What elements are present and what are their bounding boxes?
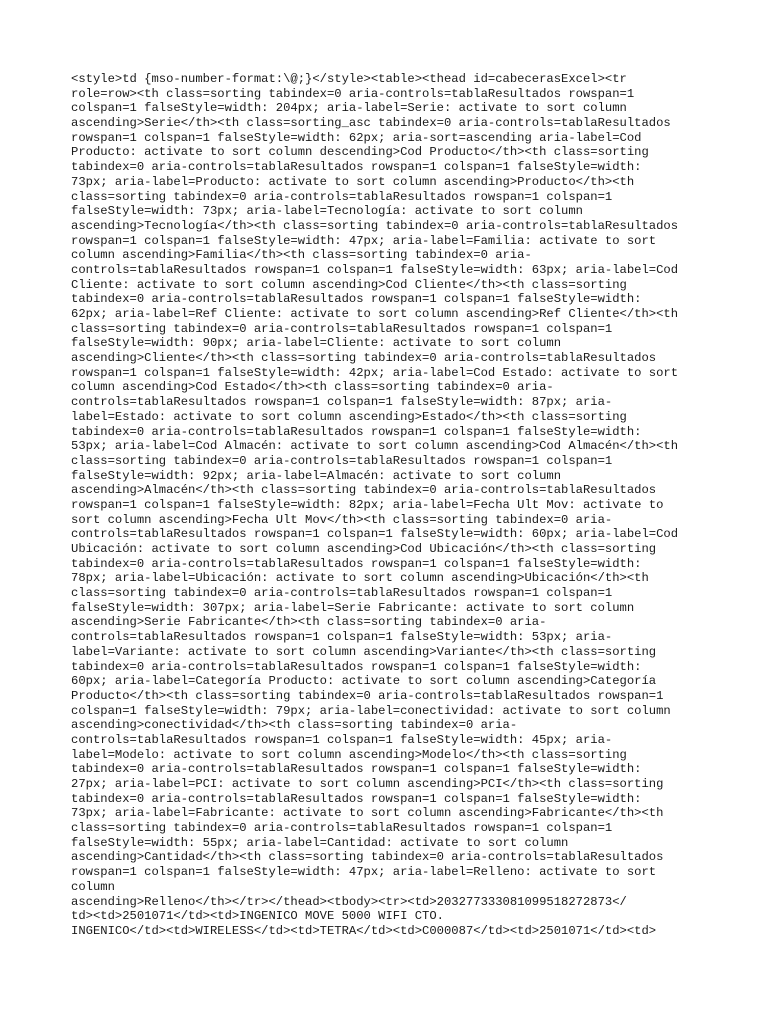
text-line: class=sorting tabindex=0 aria-controls=tablaResultados rowspan=1 colspan=1 (71, 453, 613, 468)
text-line: ascending>Cliente</th><th class=sorting tabindex=0 aria-controls=tablaResultados (71, 351, 657, 366)
text-line: colspan=1 falseStyle=width: 204px; aria-label=Serie: activate to sort column (71, 101, 627, 116)
html-source-text (71, 72, 711, 939)
text-line: class=sorting tabindex=0 aria-controls=tablaResultados rowspan=1 colspan=1 (71, 821, 613, 836)
text-line: ascending>Tecnología</th><th class=sorting tabindex=0 aria-controls=tablaResultados (71, 218, 679, 233)
text-line: controls=tablaResultados rowspan=1 colspan=1 falseStyle=width: 45px; aria- (71, 732, 613, 747)
text-line: tabindex=0 aria-controls=tablaResultados rowspan=1 colspan=1 falseStyle=width: (71, 424, 642, 439)
text-line: class=sorting tabindex=0 aria-controls=tablaResultados rowspan=1 colspan=1 (71, 189, 613, 204)
text-line: td><td>2501071</td><td>INGENICO MOVE 5000 WIFI CTO. (71, 909, 444, 924)
text-line: falseStyle=width: 92px; aria-label=Almacén: activate to sort column (71, 468, 562, 483)
text-line: <style>td {mso-number-format:\@;}</style><table><thead id=cabecerasExcel><tr (71, 72, 627, 86)
text-line: rowspan=1 colspan=1 falseStyle=width: 62px; aria-sort=ascending aria-label=Cod (71, 130, 642, 145)
text-line: Cliente: activate to sort column ascending>Cod Cliente</th><th class=sorting (71, 277, 627, 292)
text-line: label=Estado: activate to sort column ascending>Estado</th><th class=sorting (71, 409, 627, 424)
text-line: Producto</th><th class=sorting tabindex=0 aria-controls=tablaResultados rowspan=1 (71, 688, 664, 703)
text-line: sort column ascending>Fecha Ult Mov</th><th class=sorting tabindex=0 aria- (71, 512, 613, 527)
text-line: 73px; aria-label=Fabricante: activate to sort column ascending>Fabricante</th><th (71, 806, 664, 821)
text-line: tabindex=0 aria-controls=tablaResultados rowspan=1 colspan=1 falseStyle=width: (71, 556, 642, 571)
text-line: colspan=1 falseStyle=width: 79px; aria-label=conectividad: activate to sort column (71, 703, 671, 718)
text-line: column ascending>Cod Estado</th><th class=sorting tabindex=0 aria- (71, 380, 554, 395)
text-line: ascending>Almacén</th><th class=sorting tabindex=0 aria-controls=tablaResultados (71, 483, 657, 498)
text-line: ascending>Cantidad</th><th class=sorting tabindex=0 aria-controls=tablaResultados (71, 850, 664, 865)
text-line: 53px; aria-label=Cod Almacén: activate to sort column ascending>Cod Almacén</th><th (71, 439, 679, 454)
text-line: controls=tablaResultados rowspan=1 colspan=1 falseStyle=width: 60px; aria-label=Cod (71, 527, 679, 542)
text-line: class=sorting tabindex=0 aria-controls=tablaResultados rowspan=1 colspan=1 (71, 586, 613, 601)
text-line: tabindex=0 aria-controls=tablaResultados rowspan=1 colspan=1 falseStyle=width: (71, 659, 642, 674)
text-line: rowspan=1 colspan=1 falseStyle=width: 47px; aria-label=Familia: activate to sort (71, 233, 657, 248)
text-line: column ascending>Familia</th><th class=sorting tabindex=0 aria- (71, 248, 532, 263)
text-line: falseStyle=width: 55px; aria-label=Cantidad: activate to sort column (71, 835, 569, 850)
text-line: role=row><th class=sorting tabindex=0 aria-controls=tablaResultados rowspan=1 (71, 86, 635, 101)
text-line: Ubicación: activate to sort column ascending>Cod Ubicación</th><th class=sorting (71, 542, 657, 556)
text-line: 27px; aria-label=PCI: activate to sort column ascending>PCI</th><th class=sorting (71, 777, 664, 791)
text-line: ascending>Serie Fabricante</th><th class=sorting tabindex=0 aria- (71, 615, 547, 630)
text-line: tabindex=0 aria-controls=tablaResultados rowspan=1 colspan=1 falseStyle=width: (71, 762, 642, 777)
text-line: tabindex=0 aria-controls=tablaResultados rowspan=1 colspan=1 falseStyle=width: (71, 791, 642, 806)
text-line: falseStyle=width: 90px; aria-label=Cliente: activate to sort column (71, 336, 562, 351)
text-line: INGENICO</td><td>WIRELESS</td><td>TETRA</td><td>C000087</td><td>2501071</td><td> (71, 923, 657, 938)
text-line: label=Variante: activate to sort column ascending>Variante</th><th class=sorting (71, 644, 657, 659)
text-line: 62px; aria-label=Ref Cliente: activate to sort column ascending>Ref Cliente</th><th (71, 307, 679, 321)
text-line: label=Modelo: activate to sort column ascending>Modelo</th><th class=sorting (71, 747, 627, 762)
text-line: tabindex=0 aria-controls=tablaResultados rowspan=1 colspan=1 falseStyle=width: (71, 292, 642, 307)
text-line: falseStyle=width: 307px; aria-label=Serie Fabricante: activate to sort column (71, 600, 635, 615)
text-line: rowspan=1 colspan=1 falseStyle=width: 42px; aria-label=Cod Estado: activate to sort (71, 365, 679, 380)
text-line: ascending>conectividad</th><th class=sorting tabindex=0 aria- (71, 718, 518, 733)
text-line: controls=tablaResultados rowspan=1 colspan=1 falseStyle=width: 63px; aria-label=Cod (71, 262, 679, 277)
text-line: falseStyle=width: 73px; aria-label=Tecnología: activate to sort column (71, 204, 583, 219)
text-line: class=sorting tabindex=0 aria-controls=tablaResultados rowspan=1 colspan=1 (71, 321, 613, 336)
text-line: 78px; aria-label=Ubicación: activate to sort column ascending>Ubicación</th><th (71, 571, 649, 586)
text-line: ascending>Serie</th><th class=sorting_asc tabindex=0 aria-controls=tablaResultados (71, 116, 671, 131)
text-line: column (71, 879, 115, 894)
text-line: rowspan=1 colspan=1 falseStyle=width: 47px; aria-label=Relleno: activate to sort (71, 865, 657, 880)
text-line: controls=tablaResultados rowspan=1 colspan=1 falseStyle=width: 53px; aria- (71, 630, 613, 645)
text-line: 60px; aria-label=Categoría Producto: activate to sort column ascending>Categoría (71, 674, 657, 689)
text-line: 73px; aria-label=Producto: activate to sort column ascending>Producto</th><th (71, 174, 635, 189)
text-line: rowspan=1 colspan=1 falseStyle=width: 82px; aria-label=Fecha Ult Mov: activate to (71, 497, 664, 512)
text-line: tabindex=0 aria-controls=tablaResultados rowspan=1 colspan=1 falseStyle=width: (71, 160, 642, 175)
text-line: ascending>Relleno</th></tr></thead><tbody><tr><td>203277333081099518272873</ (71, 894, 627, 909)
text-line: controls=tablaResultados rowspan=1 colspan=1 falseStyle=width: 87px; aria- (71, 395, 613, 410)
text-line: Producto: activate to sort column descending>Cod Producto</th><th class=sorting (71, 145, 649, 160)
